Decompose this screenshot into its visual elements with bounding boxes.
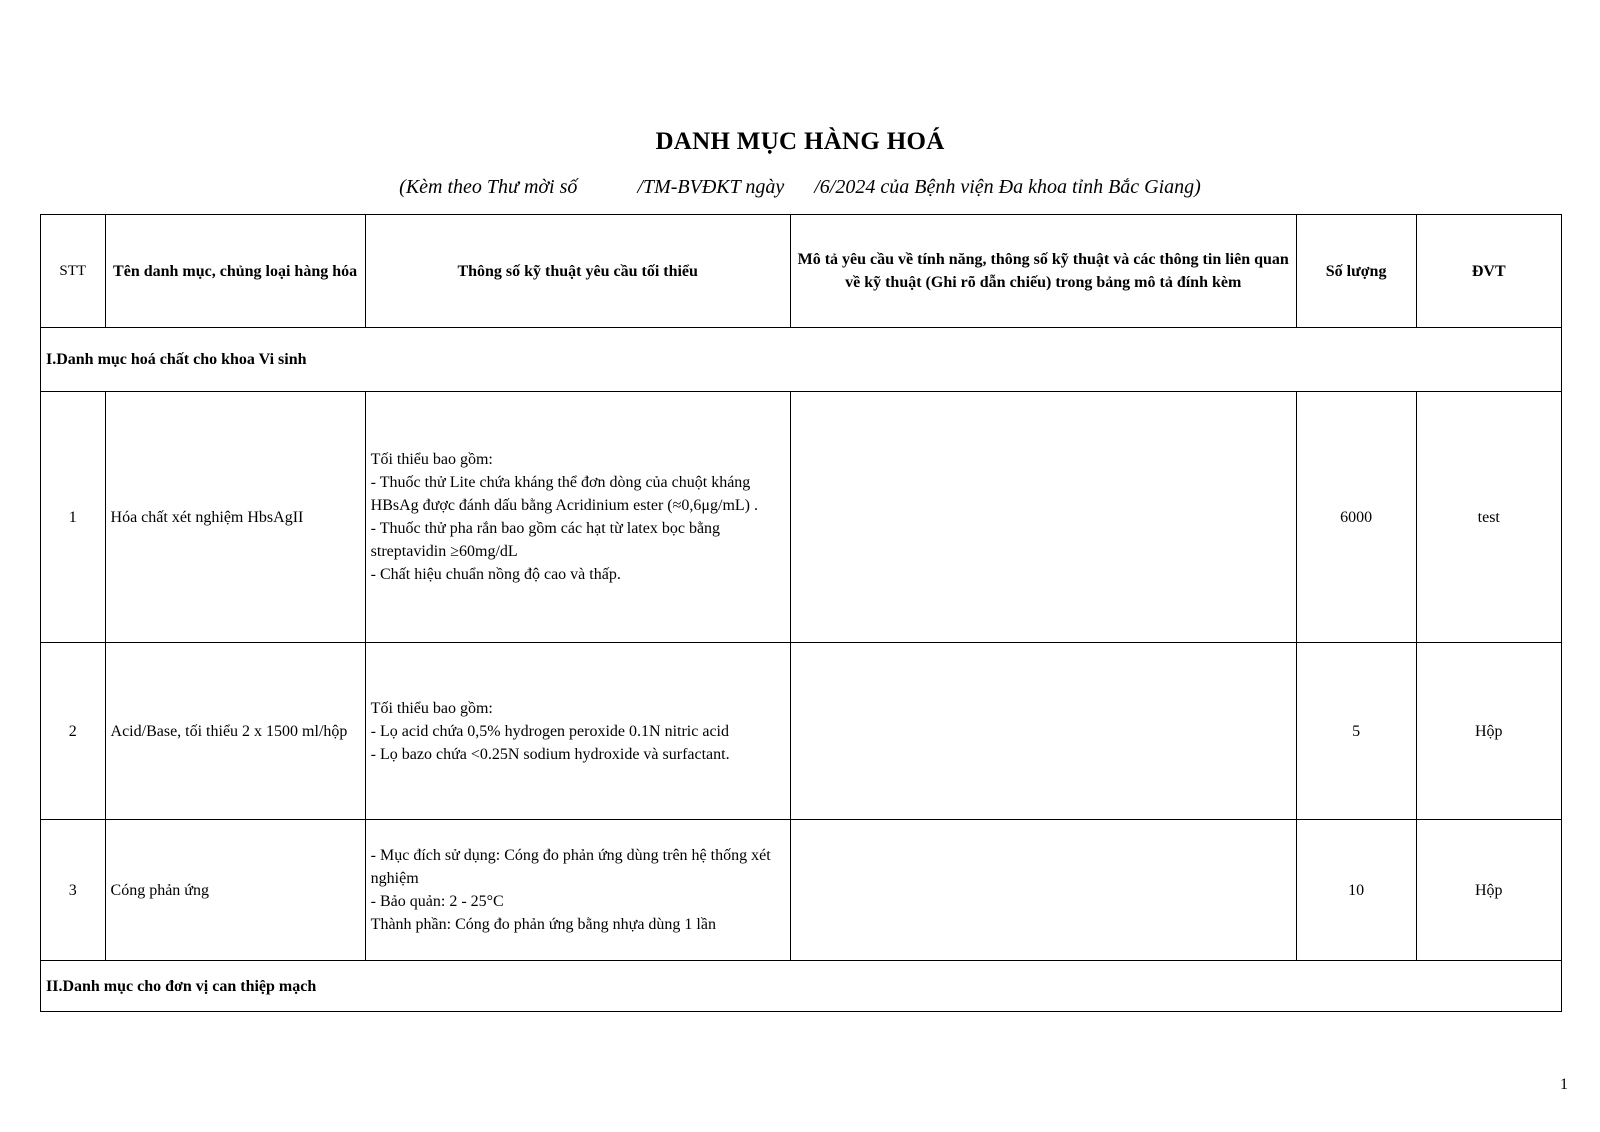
row-spec — [365, 820, 790, 961]
table-row — [41, 820, 1562, 961]
header-description: Mô tả yêu cầu về tính năng, thông số kỹ thuật và các thông tin liên quan về kỹ thuật (Ghi rõ dẫn chiếu) trong bảng mô tả đính kèm — [790, 215, 1296, 328]
row-quantity: 10 — [1296, 820, 1416, 961]
goods-table — [40, 214, 1562, 1012]
spec-line: - Thuốc thử Lite chứa kháng thể đơn dòng của chuột kháng HBsAg được đánh dấu bằng Acridinium ester (≈0,6μg/mL) . — [370, 474, 758, 514]
row-quantity: 5 — [1296, 643, 1416, 820]
row-stt: 2 — [41, 643, 106, 820]
spec-line: - Lọ acid chứa 0,5% hydrogen peroxide 0.1N nitric acid — [370, 722, 729, 740]
spec-line: Thành phần: Cóng đo phản ứng bằng nhựa dùng 1 lần — [370, 916, 716, 933]
row-name: Acid/Base, tối thiểu 2 x 1500 ml/hộp — [105, 643, 365, 820]
document-title: DANH MỤC HÀNG HOÁ — [655, 128, 945, 155]
row-description — [790, 820, 1296, 961]
row-description — [790, 392, 1296, 643]
header-unit: ĐVT — [1416, 215, 1561, 328]
row-unit: Hộp — [1416, 643, 1561, 820]
spec-line: Tối thiểu bao gồm: — [370, 699, 493, 717]
row-description — [790, 643, 1296, 820]
row-quantity: 6000 — [1296, 392, 1416, 643]
spec-line: - Chất hiệu chuẩn nồng độ cao và thấp. — [370, 566, 621, 583]
spec-line: - Bảo quản: 2 - 25°C — [370, 893, 504, 910]
row-spec — [365, 643, 790, 820]
spec-line: - Lọ bazo chứa <0.25N sodium hydroxide và surfactant. — [370, 745, 730, 763]
header-stt: STT — [41, 215, 106, 328]
table-row — [41, 392, 1562, 643]
row-name: Cóng phản ứng — [105, 820, 365, 961]
header-name: Tên danh mục, chủng loại hàng hóa — [105, 215, 365, 328]
row-spec — [365, 392, 790, 643]
row-stt: 3 — [41, 820, 106, 961]
document-subtitle: (Kèm theo Thư mời số /TM-BVĐKT ngày /6/2024 của Bệnh viện Đa khoa tỉnh Bắc Giang) — [399, 176, 1201, 198]
row-stt: 1 — [41, 392, 106, 643]
spec-line: Tối thiểu bao gồm: — [370, 451, 493, 468]
page-number: 1 — [1560, 1076, 1568, 1093]
section-2-title: II.Danh mục cho đơn vị can thiệp mạch — [41, 961, 1562, 1012]
spec-line: - Mục đích sử dụng: Cóng đo phản ứng dùng trên hệ thống xét nghiệm — [370, 847, 771, 887]
header-spec: Thông số kỹ thuật yêu cầu tối thiểu — [365, 215, 790, 328]
spec-line: - Thuốc thử pha rắn bao gồm các hạt từ latex bọc bằng streptavidin ≥60mg/dL — [370, 520, 721, 560]
section-row-2 — [41, 961, 1562, 1012]
section-row-1 — [41, 328, 1562, 392]
table-header-row — [41, 215, 1562, 328]
row-name: Hóa chất xét nghiệm HbsAgII — [105, 392, 365, 643]
table-row — [41, 643, 1562, 820]
row-unit: Hộp — [1416, 820, 1561, 961]
row-unit: test — [1416, 392, 1561, 643]
section-1-title: I.Danh mục hoá chất cho khoa Vi sinh — [41, 328, 1562, 392]
header-quantity: Số lượng — [1296, 215, 1416, 328]
